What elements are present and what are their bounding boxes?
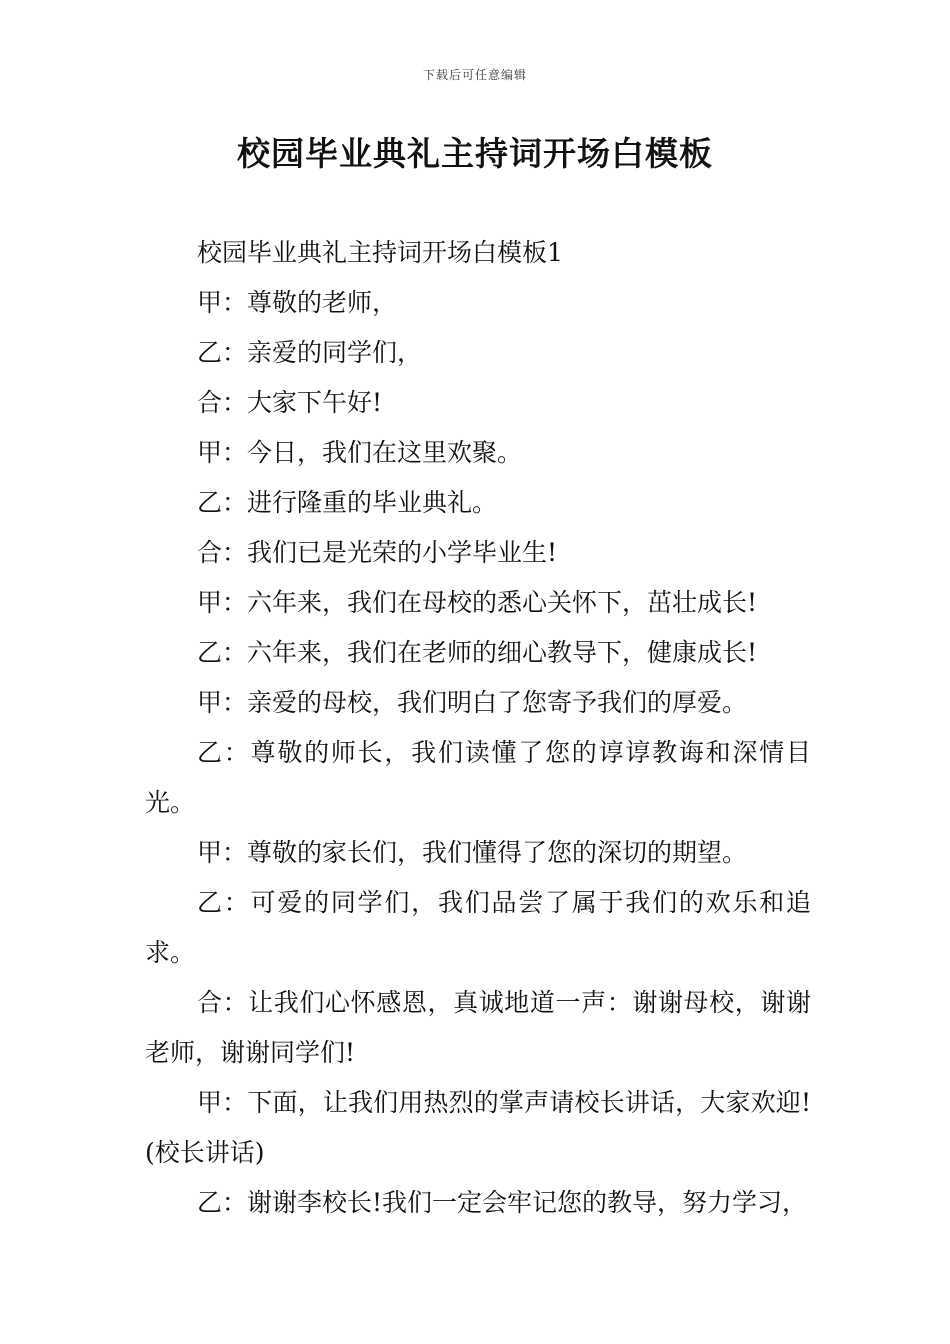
document-body xyxy=(145,228,811,1228)
header-note: 下载后可任意编辑 xyxy=(422,68,527,82)
dialogue-line: 甲：今日，我们在这里欢聚。 xyxy=(197,438,523,467)
dialogue-line: 乙：六年来，我们在老师的细心教导下，健康成长! xyxy=(197,638,758,667)
dialogue-line: 乙：尊敬的师长，我们读懂了您的谆谆教诲和深情目光。 xyxy=(145,738,811,817)
dialogue-line: 乙：谢谢李校长!我们一定会牢记您的教导，努力学习， xyxy=(197,1188,808,1217)
document-title: 校园毕业典礼主持词开场白模板 xyxy=(237,134,713,173)
dialogue-line: 乙：可爱的同学们，我们品尝了属于我们的欢乐和追求。 xyxy=(145,888,811,967)
dialogue-line: 合：我们已是光荣的小学毕业生! xyxy=(197,538,558,567)
dialogue-line: 乙：进行隆重的毕业典礼。 xyxy=(197,488,498,517)
dialogue-line: 甲：亲爱的母校，我们明白了您寄予我们的厚爱。 xyxy=(197,688,748,717)
dialogue-line: 甲：尊敬的老师， xyxy=(197,288,398,317)
dialogue-line: 甲：尊敬的家长们，我们懂得了您的深切的期望。 xyxy=(197,838,748,867)
dialogue-line: 合：让我们心怀感恩，真诚地道一声：谢谢母校，谢谢老师，谢谢同学们! xyxy=(145,988,811,1067)
section-heading: 校园毕业典礼主持词开场白模板1 xyxy=(197,238,563,267)
dialogue-line: 甲：六年来，我们在母校的悉心关怀下，茁壮成长! xyxy=(197,588,758,617)
dialogue-line: 合：大家下午好! xyxy=(197,388,383,417)
dialogue-line: 乙：亲爱的同学们， xyxy=(197,338,423,367)
dialogue-line: 甲：下面，让我们用热烈的掌声请校长讲话，大家欢迎!(校长讲话) xyxy=(145,1088,811,1167)
